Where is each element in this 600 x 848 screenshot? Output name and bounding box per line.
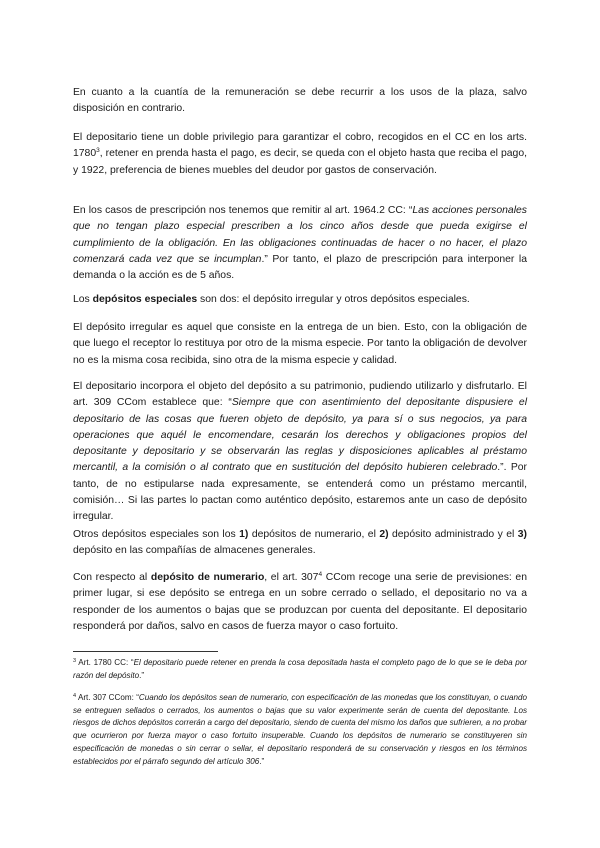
paragraph-text: , el art. 307 (264, 572, 319, 583)
legal-quote: Siempre que con asentimiento del depositante dispusiere el depositario de las cosas que fueren objeto de depósito, ya para sí o sus negocios, ya para operaciones que aquél le encomendare, cesarán los derechos y obligaciones propios del depositante y depositario y se observarán las reglas y disposiciones aplicables al préstamo mercantil, a la comisión o al contrato que en sustitución del depósito hubieren celebrado (73, 397, 528, 474)
paragraph-text: .”. Por tanto, de no estipularse nada expresamente, se entenderá como un préstamo mercantil, comisión… Si las partes lo pactan como auténtico depósito, estaremos ante un caso de depósito irregular. (73, 462, 527, 523)
footnote-number: 3 (73, 658, 77, 664)
footnote-quote: El depositario puede retener en prenda la cosa depositada hasta el completo pago de lo que se le deba por razón del depósito (73, 658, 527, 680)
footnote-divider (73, 651, 218, 652)
list-number: 1) (239, 529, 249, 540)
paragraph-text: Con respecto al (73, 572, 151, 583)
legal-quote: Las acciones personales que no tengan plazo especial prescriben a los cinco años desde que pueda exigirse el cumplimiento de la obligación. En las obligaciones continuadas de hacer o no hacer, el plazo comenzará cada vez que se incumplan (73, 205, 527, 265)
paragraph-depositos-especiales (73, 292, 527, 308)
paragraph-remuneracion (73, 85, 527, 118)
paragraph-text: depósito en las compañías de almacenes generales. (73, 545, 316, 557)
footnote-text: .” (259, 756, 265, 766)
footnote-text: .” (139, 670, 145, 680)
paragraph-text: .” Por tanto, el plazo de prescripción para interponer la demanda o la acción es de 5 años. (73, 253, 527, 282)
footnote-number: 4 (73, 693, 77, 699)
list-number: 3) (517, 529, 527, 540)
paragraph-art-309 (73, 379, 527, 526)
bold-term: depósitos especiales (92, 294, 198, 305)
paragraph-text: Otros depósitos especiales son los (73, 529, 240, 540)
paragraph-text: El depositario incorpora el objeto del depósito a su patrimonio, pudiendo utilizarlo y disfrutarlo. El art. 309 CCom establece que: “ (73, 381, 527, 409)
paragraph-text: En cuanto a la cuantía de la remuneración se debe recurrir a los usos de la plaza, salvo disposición en contrario. (73, 87, 527, 115)
paragraph-otros-depositos (73, 527, 527, 560)
paragraph-text: , retener en prenda hasta el pago, es decir, se queda con el objeto hasta que reciba el pago, y 1922, preferencia de bienes muebles del deudor por gastos de conservación. (73, 148, 527, 176)
paragraph-text: depósitos de numerario, el (248, 529, 380, 540)
list-number: 2) (379, 529, 389, 540)
paragraph-prescripcion (73, 203, 527, 284)
paragraph-text: son dos: el depósito irregular y otros depósitos especiales. (197, 294, 470, 305)
footnote-text: Art. 1780 CC: “ (76, 658, 134, 667)
bold-term: depósito de numerario (150, 572, 265, 583)
footnote-ref-4[interactable]: 4 (318, 571, 323, 578)
paragraph-text: Los (73, 294, 93, 305)
paragraph-text: El depositario tiene un doble privilegio para garantizar el cobro, recogidos en el CC en los arts. 1780 (73, 132, 527, 160)
footnote-3 (73, 657, 527, 682)
footnote-quote: Cuando los depósitos sean de numerario, con especificación de las monedas que los constituyan, o cuando se entreguen sellados o cerrados, los aumentos o bajas que su valor experimente serán de cuenta del depositante. Los riesgos de dichos depósitos correrán a cargo del depositario, siendo de cuenta del mismo los daños que sufrieren, a no probar que ocurrieron por fuerza mayor o caso fortuito insuperable. Cuando los depósitos de numerario se constituyeren sin especificación de monedas o sin cerrar o sellar, el depositario responderá de su conservación y riesgos en los términos establecidos por el párrafo segundo del artículo 306 (73, 693, 527, 766)
paragraph-deposito-irregular (73, 320, 527, 369)
footnote-ref-3[interactable]: 3 (96, 147, 100, 155)
paragraph-text: depósito administrado y el (388, 529, 518, 540)
footnote-text: Art. 307 CCom: “ (76, 693, 139, 702)
paragraph-text: En los casos de prescripción nos tenemos que remitir al art. 1964.2 CC: “ (73, 205, 413, 216)
paragraph-text: CCom recoge una serie de previsiones: en primer lugar, si ese depósito se entrega en un sobre cerrado o sellado, el depositario no va a responder de los aumentos o bajas que se produzcan por cuenta del depositante. El depositario responderá por daños, salvo en casos de fuerza mayor o caso fortuito. (73, 572, 527, 632)
paragraph-deposito-numerario (73, 570, 527, 635)
paragraph-privilegio (73, 130, 527, 179)
paragraph-text: El depósito irregular es aquel que consiste en la entrega de un bien. Esto, con la obligación de que luego el receptor lo restituya por otro de la misma especie. Por tanto la obligación de devolver no es la misma cosa recibida, sino otra de la misma especie y calidad. (73, 322, 527, 366)
footnote-4 (73, 692, 527, 768)
